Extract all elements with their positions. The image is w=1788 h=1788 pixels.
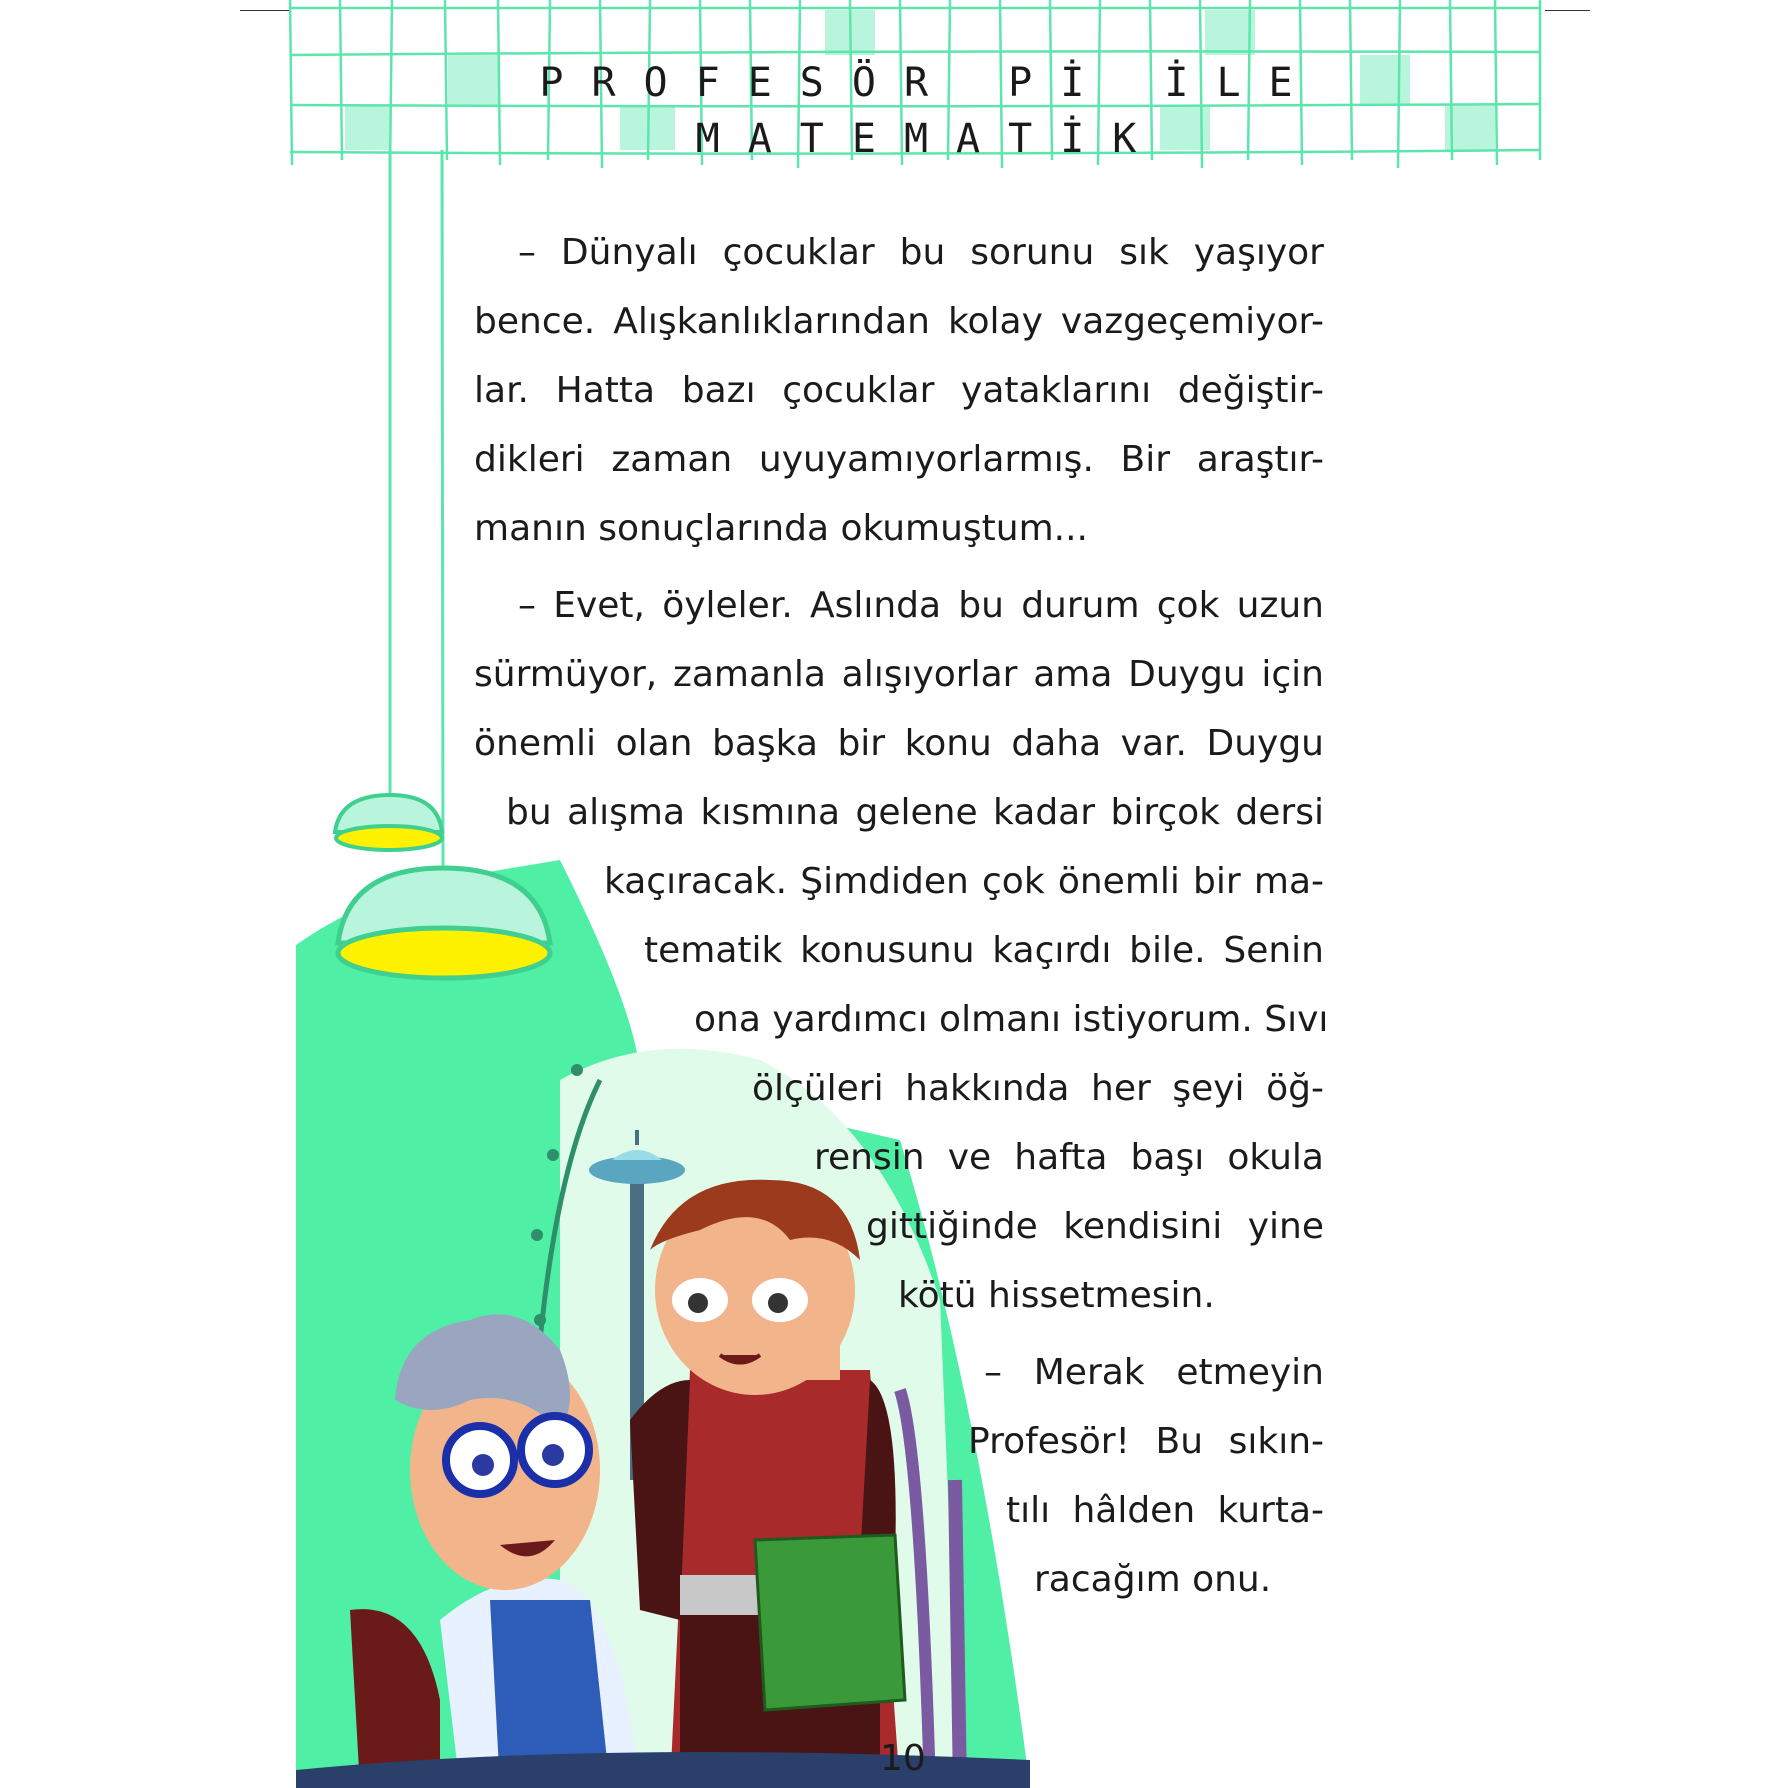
text-line: – Evet, öyleler. Aslında bu durum çok uzun [518, 585, 1324, 626]
text-line: racağım onu. [1034, 1559, 1272, 1600]
story-text [474, 218, 1329, 1622]
paragraph-3 [474, 1338, 1324, 1614]
text-line: bu alışma kısmına gelene kadar birçok dersi [506, 792, 1324, 833]
lamp-small [335, 795, 442, 850]
page-number: 10 [880, 1738, 926, 1779]
paragraph-2 [474, 571, 1329, 1330]
text-line: tematik konusunu kaçırdı bile. Senin [644, 930, 1324, 971]
text-line: kötü hissetmesin. [898, 1275, 1215, 1316]
text-line: rensin ve hafta başı okula [814, 1137, 1324, 1178]
text-line: Profesör! Bu sıkın- [968, 1421, 1324, 1462]
text-line: önemli olan başka bir konu daha var. Duygu [474, 723, 1324, 764]
text-line: ona yardımcı olmanı istiyorum. Sıvı [694, 999, 1329, 1040]
text-line: ölçüleri hakkında her şeyi öğ- [752, 1068, 1324, 1109]
book-title [500, 55, 1360, 167]
text-line: dikleri zaman uyuyamıyorlarmış. Bir araştır- [474, 439, 1324, 480]
text-line: lar. Hatta bazı çocuklar yataklarını değiştir- [474, 370, 1324, 411]
text-line: tılı hâlden kurta- [1006, 1490, 1324, 1531]
text-line: manın sonuçlarında okumuştum... [474, 508, 1089, 549]
text-line: – Dünyalı çocuklar bu sorunu sık yaşıyor [518, 232, 1324, 273]
text-line: – Merak etmeyin [984, 1352, 1324, 1393]
text-line: kaçıracak. Şimdiden çok önemli bir ma- [604, 861, 1324, 902]
text-line: gittiğinde kendisini yine [866, 1206, 1324, 1247]
text-line: bence. Alışkanlıklarından kolay vazgeçemiyor- [474, 301, 1324, 342]
book-title-line-2: MATEMATİK [695, 116, 1165, 162]
book-title-line-1: PROFESÖR Pİ İLE [539, 60, 1321, 106]
paragraph-1 [474, 218, 1324, 563]
lamp-cords [390, 150, 443, 870]
text-line: sürmüyor, zamanla alışıyorlar ama Duygu için [474, 654, 1324, 695]
